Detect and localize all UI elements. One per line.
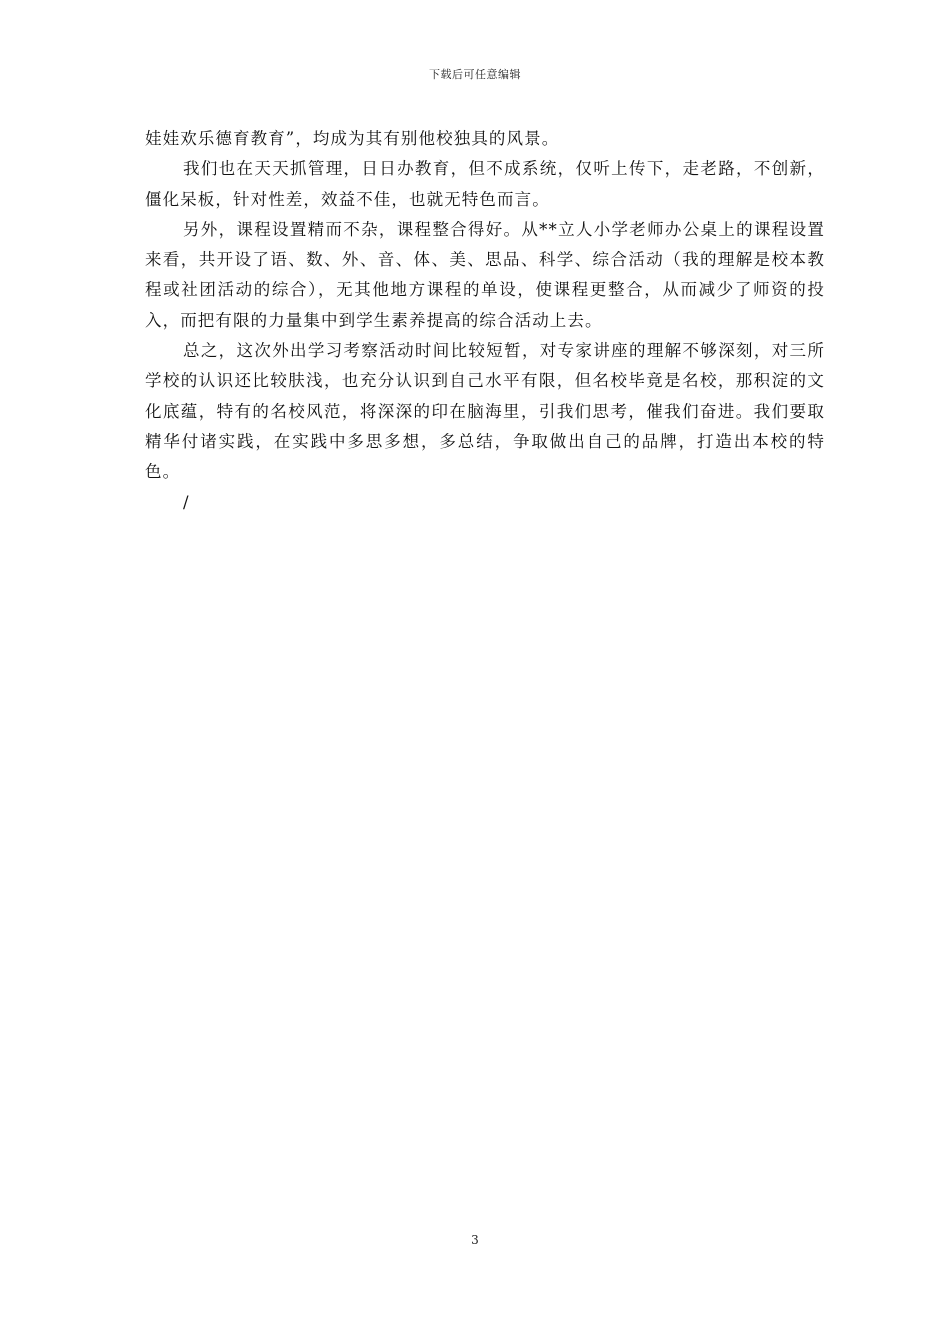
paragraph-curriculum: 另外，课程设置精而不杂，课程整合得好。从**立人小学老师办公桌上的课程设置来看，共开设了语、数、外、音、体、美、思品、科学、综合活动（我的理解是校本教程或社团活动的综合），无其他地方课程的单设，使课程更整合，从而减少了师资的投入，而把有限的力量集中到学生素养提高的综合活动上去。 bbox=[145, 219, 825, 330]
page-number: 3 bbox=[471, 1233, 479, 1247]
document-body bbox=[145, 124, 825, 518]
trailing-mark: / bbox=[183, 492, 190, 512]
paragraph-continuation: 娃娃欢乐德育教育”，均成为其有别他校独具的风景。 bbox=[145, 129, 560, 148]
paragraph-conclusion: 总之，这次外出学习考察活动时间比较短暂，对专家讲座的理解不够深刻，对三所学校的认识还比较肤浅，也充分认识到自己水平有限，但名校毕竟是名校，那积淀的文化底蕴，特有的名校风范，将深深的印在脑海里，引我们思考，催我们奋进。我们要取精华付诸实践，在实践中多思多想，多总结，争取做出自己的品牌，打造出本校的特色。 bbox=[145, 341, 825, 482]
page-header: 下载后可任意编辑 bbox=[429, 68, 521, 81]
paragraph-management: 我们也在天天抓管理，日日办教育，但不成系统，仅听上传下，走老路，不创新，僵化呆板，针对性差，效益不佳，也就无特色而言。 bbox=[145, 159, 825, 209]
